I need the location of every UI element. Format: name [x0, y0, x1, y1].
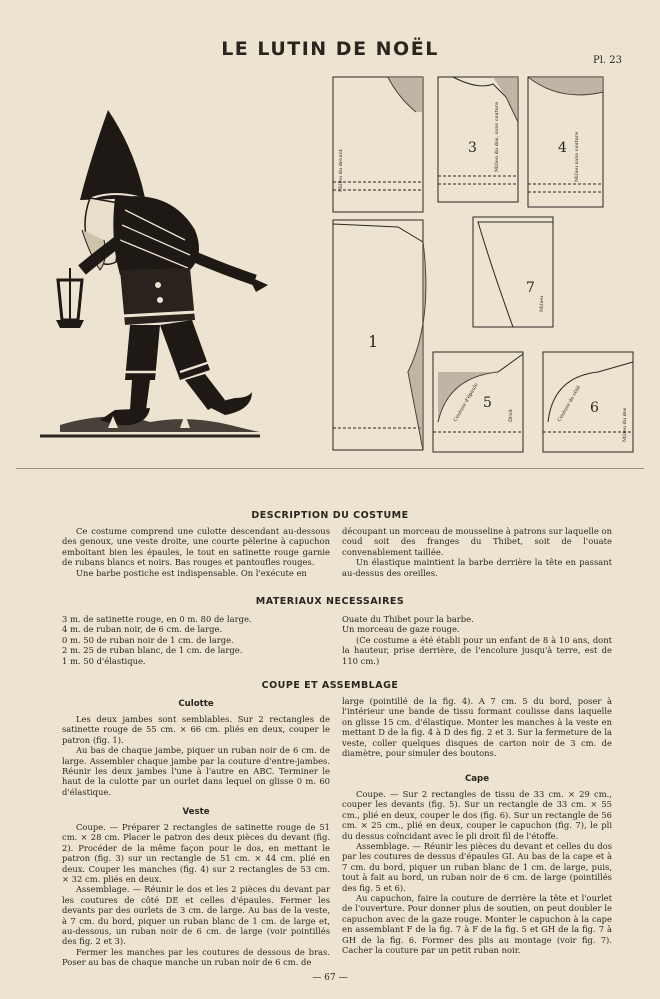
coupe-title: COUPE ET ASSEMBLAGE	[261, 680, 399, 691]
description-title: DESCRIPTION DU COSTUME	[251, 510, 409, 521]
cape-paragraph: Coupe. — Sur 2 rectangles de tissu de 33 cm. × 29 cm., couper les devants (fig. 5). Sur un rectangle de 33 cm. × 55 cm., plié en deux, couper le dos (fig. 6). Sur un rectangle de 56 cm. × 25 cm., plié en deux, couper le capuchon (fig. 7), le pli du dessus coïncidant avec le pli droit fil de l'étoffe.	[342, 789, 612, 841]
elf-illustration	[20, 80, 280, 460]
materials-left	[62, 614, 330, 666]
fig-6-number: 6	[590, 400, 599, 416]
label-couture-de-cote: Couture de côté	[556, 384, 583, 423]
cape-paragraph: Au capuchon, faire la couture de derrière la tête et l'ourlet de l'ouverture. Pour donner plus de soutien, on peut doubler le capuchon avec de la gaze rouge. Monter le capuchon à la cape en assemblant F de la fig. 7 à F de la fig. 5 et GH de la fig. 7 à GH de la fig. 6. Former des plis au montage (voir fig. 7). Cacher la couture par un petit ruban noir.	[342, 893, 612, 956]
material-item: 2 m. 25 de ruban blanc, de 1 cm. de large.	[62, 645, 243, 656]
material-item: 0 m. 50 de ruban noir de 1 cm. de large.	[62, 634, 234, 645]
description-paragraph: Un élastique maintient la barbe derrière la tête en passant au-dessus des oreilles.	[342, 557, 612, 578]
label-droit: Droit	[508, 408, 514, 422]
label-milieu-sans-couture: Milieu sans couture	[574, 131, 580, 182]
material-item: 3 m. de satinette rouge, en 0 m. 80 de large.	[62, 614, 252, 624]
description-paragraph: Ce costume comprend une culotte descendant au-dessous des genoux, une veste droite, une courte pèlerine à capuchon emboitant bien les épaules, le tout en satinette rouge garnie de rubans blancs et noirs. Bas rouges et pantoufles rouges.	[62, 526, 330, 568]
page-number: — 67 —	[312, 973, 348, 983]
veste-paragraph: Assemblage. — Réunir le dos et les 2 pièces du devant par les coutures de côté DE et celles d'épaules. Fermer les devants par des ourlets de 3 cm. de large. Au bas de la veste, à 7 cm. du bord, piquer un ruban blanc de 1 cm. de large et, au-dessous, un ruban noir de 6 cm. de large (voir pointillés des fig. 2 et 3).	[62, 884, 330, 947]
label-milieu-devant: Milieu du devant	[338, 149, 344, 192]
label-couture-epaule: Couture d'épaule	[452, 382, 480, 423]
description-right	[342, 526, 612, 578]
material-item: Un morceau de gaze rouge.	[342, 624, 460, 635]
plate-number: Pl. 23	[592, 55, 622, 66]
pattern-diagrams	[328, 72, 638, 462]
veste-continued	[342, 696, 612, 758]
veste-text	[62, 822, 330, 968]
label-milieu-du-dos: Milieu du dos	[622, 407, 628, 442]
material-item: Ouate du Thibet pour la barbe.	[342, 614, 474, 624]
cape-text	[342, 789, 612, 956]
culotte-paragraph: Les deux jambes sont semblables. Sur 2 rectangles de satinette rouge de 55 cm. × 66 cm. pliés en deux, couper le patron (fig. 1).	[62, 714, 330, 745]
divider	[16, 468, 644, 469]
material-item: 4 m. de ruban noir, de 6 cm. de large.	[62, 624, 223, 635]
culotte-paragraph: Au bas de chaque jambe, piquer un ruban noir de 6 cm. de large. Assembler chaque jambe par la couture d'entre-jambes. Réunir les deux jambes l'une à l'autre en ABC. Terminer le haut de la culotte par un ourlet dans lequel on glisse 0 m. 60 d'élastique.	[62, 745, 330, 797]
culotte-text	[62, 714, 330, 797]
description-left	[62, 526, 330, 578]
veste-paragraph: large (pointillé de la fig. 4). A 7 cm. 5 du bord, poser à l'intérieur une bande de tissu formant coulisse dans laquelle on glisse 15 cm. d'élastique. Monter les manches à la veste en mettant D de la fig. 4 à D des fig. 2 et 3. Sur la fermeture de la veste, coller quelques disques de carton noir de 3 cm. de diamètre, pour simuler des boutons.	[342, 696, 612, 759]
label-milieu: Milieu	[539, 295, 545, 312]
veste-title: Veste	[182, 807, 210, 817]
fig-7-number: 7	[526, 280, 535, 296]
veste-paragraph: Fermer les manches par les coutures de dessous de bras. Poser au bas de chaque manche un ruban noir de 6 cm. de	[62, 946, 330, 968]
label-milieu-dos-sans-couture: Milieu du dos, sans couture	[494, 101, 500, 172]
material-item: 1 m. 50 d'élastique.	[62, 655, 146, 666]
cape-title: Cape	[464, 774, 490, 784]
fig-1-number: 1	[368, 332, 379, 351]
cape-paragraph: Assemblage. — Réunir les pièces du devant et celles du dos par les coutures de dessus d'épaules GI. Au bas de la cape et à 7 cm. du bord, piquer un ruban blanc de 1 cm. de large, puis, tout à fait au bord, un ruban noir de 6 cm. de large (pointillés des fig. 5 et 6).	[342, 841, 612, 893]
material-item: (Ce costume a été établi pour un enfant de 8 à 10 ans, dont la hauteur, prise derrière, de l'encolure jusqu'à terre, est de 110 cm.)	[342, 634, 612, 666]
description-paragraph: découpant un morceau de mousseline à patrons sur laquelle on coud soit des franges du Thibet, soit de l'ouate convenablement taillée.	[342, 526, 612, 557]
description-paragraph: Une barbe postiche est indispensable. On l'exécute en	[76, 567, 307, 578]
fig-3-number: 3	[468, 140, 477, 156]
fig-4-number: 4	[558, 140, 567, 156]
materials-right	[342, 614, 612, 666]
page-title: LE LUTIN DE NOËL	[221, 38, 439, 60]
fig-5-number: 5	[483, 395, 492, 411]
materials-title: MATERIAUX NECESSAIRES	[255, 596, 405, 607]
culotte-title: Culotte	[178, 699, 214, 709]
veste-paragraph: Coupe. — Préparer 2 rectangles de satinette rouge de 51 cm. × 28 cm. Placer le patron des deux pièces du devant (fig. 2). Procéder de la même façon pour le dos, en mettant le patron (fig. 3) sur un rectangle de 51 cm. × 44 cm. plié en deux. Couper les manches (fig. 4) sur 2 rectangles de 53 cm. × 32 cm. pliés en deux.	[62, 822, 330, 885]
